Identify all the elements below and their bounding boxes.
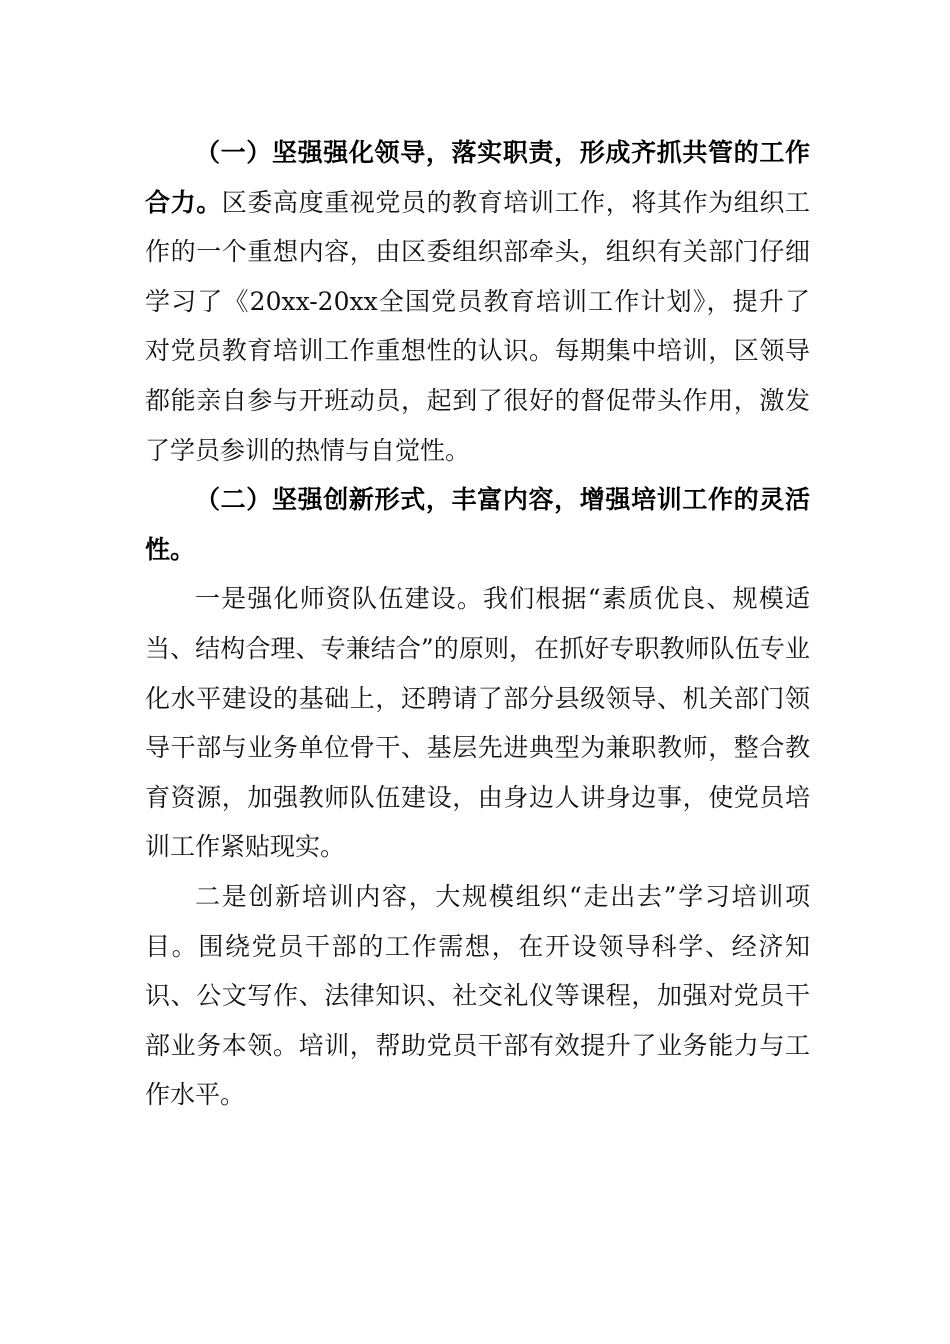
document-body: [145, 128, 810, 1120]
section-2-paragraph: [145, 475, 810, 574]
section-1-paragraph: [145, 128, 810, 475]
paragraph-teacher-team: 一是强化师资队伍建设。我们根据“素质优良、规模适当、结构合理、专兼结合”的原则，在抓好专职教师队伍专业化水平建设的基础上，还聘请了部分县级领导、机关部门领导干部与业务单位骨干、基层先进典型为兼职教师，整合教育资源，加强教师队伍建设，由身边人讲身边事，使党员培训工作紧贴现实。: [145, 584, 810, 862]
section-1-heading: （一）坚强强化领导，落实职责，形成齐抓共管的工作合力。: [145, 138, 810, 217]
section-2-heading: （二）坚强创新形式，丰富内容，增强培训工作的灵活性。: [145, 485, 810, 564]
paragraph-training-content: 二是创新培训内容，大规模组织“走出去”学习培训项目。围绕党员干部的工作需想，在开设领导科学、经济知识、公文写作、法律知识、社交礼仪等课程，加强对党员干部业务本领。培训，帮助党员干部有效提升了业务能力与工作水平。: [145, 881, 810, 1110]
section-1-body: 区委高度重视党员的教育培训工作，将其作为组织工作的一个重想内容，由区委组织部牵头，组织有关部门仔细学习了《20xx-20xx全国党员教育培训工作计划》，提升了对党员教育培训工作重想性的认识。每期集中培训，区领导都能亲自参与开班动员，起到了很好的督促带头作用，激发了学员参训的热情与自觉性。: [145, 187, 810, 465]
